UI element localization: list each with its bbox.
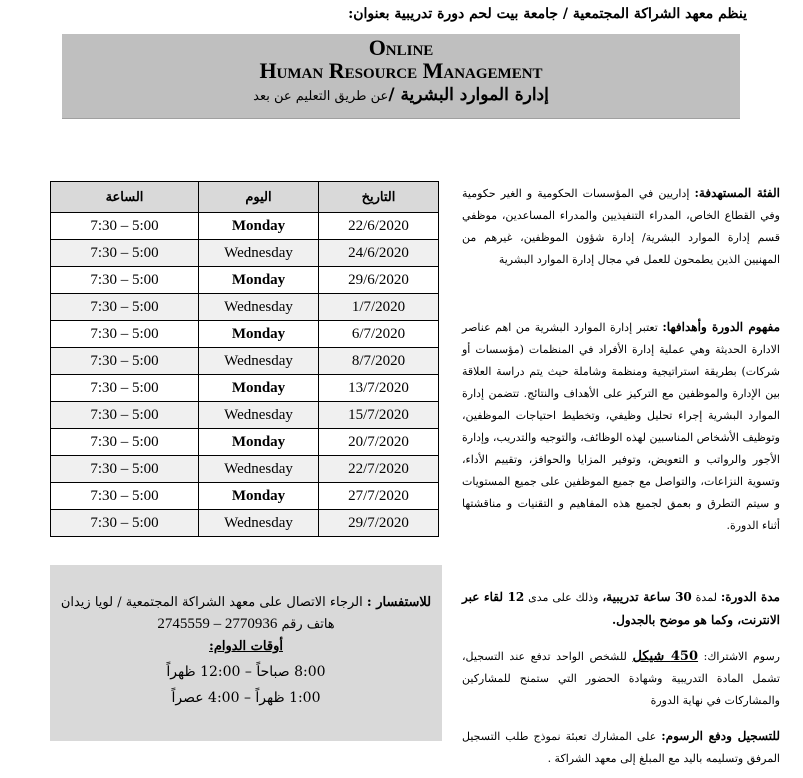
schedule-row	[51, 375, 439, 402]
duration-section	[462, 586, 780, 632]
schedule-row	[51, 294, 439, 321]
fee-amount: 450 شيكل	[632, 649, 699, 664]
date-cell: 24/6/2020	[319, 240, 439, 267]
day-cell: Wednesday	[199, 240, 319, 267]
target-text: إداريين في المؤسسات الحكومية و الغير حكومية وفي القطاع الخاص، المدراء التنفيذيين والمدراء المساعدين، موظفي قسم إدارة الموارد البشرية/ إدارة شؤون الموظفين، غيرهم من المهنيين الذين يطمحون للعمل في مجال إدارة الموارد البشرية	[462, 187, 780, 266]
day-cell: Monday	[199, 213, 319, 240]
duration-text-1: لمدة	[695, 591, 717, 604]
time-cell: 7:30 – 5:00	[51, 402, 199, 429]
title-ar-sub: عن طريق التعليم عن بعد	[253, 89, 389, 104]
office-hours-afternoon: 1:00 ظهراً – 4:00 عصراً	[171, 690, 321, 706]
day-cell: Monday	[199, 375, 319, 402]
phone-label: هاتف رقم	[281, 617, 335, 632]
day-cell: Wednesday	[199, 348, 319, 375]
date-cell: 13/7/2020	[319, 375, 439, 402]
schedule-row	[51, 510, 439, 537]
office-hours-title: أوقات الدوام:	[209, 639, 283, 654]
duration-text-2: وذلك على مدى	[528, 591, 599, 604]
schedule-row	[51, 213, 439, 240]
date-cell: 29/7/2020	[319, 510, 439, 537]
time-cell: 7:30 – 5:00	[51, 240, 199, 267]
phone-number: 2770936 – 2745559	[157, 616, 278, 632]
fee-section	[462, 646, 780, 712]
office-hours-morning: 8:00 صباحاً – 12:00 ظهراً	[166, 664, 326, 680]
schedule-row	[51, 429, 439, 456]
time-cell: 7:30 – 5:00	[51, 213, 199, 240]
date-cell: 22/6/2020	[319, 213, 439, 240]
duration-label: مدة الدورة:	[720, 590, 780, 604]
date-cell: 15/7/2020	[319, 402, 439, 429]
day-cell: Wednesday	[199, 510, 319, 537]
date-cell: 1/7/2020	[319, 294, 439, 321]
time-cell: 7:30 – 5:00	[51, 267, 199, 294]
registration-section	[462, 725, 780, 770]
contact-label: للاستفسار :	[366, 595, 432, 610]
title-ar-main: إدارة الموارد البشرية /	[388, 85, 549, 105]
target-audience-section	[462, 182, 780, 271]
register-label: للتسجيل ودفع الرسوم:	[661, 729, 780, 743]
contact-text: الرجاء الاتصال على معهد الشراكة المجتمعية / لويا زيدان	[60, 595, 363, 610]
time-cell: 7:30 – 5:00	[51, 321, 199, 348]
time-cell: 7:30 – 5:00	[51, 348, 199, 375]
intro-line: ينظم معهد الشراكة المجتمعية / جامعة بيت لحم دورة تدريبية بعنوان:	[348, 6, 747, 22]
schedule-table	[50, 181, 439, 537]
day-cell: Wednesday	[199, 402, 319, 429]
concept-label: مفهوم الدورة وأهدافها:	[662, 320, 781, 334]
day-cell: Monday	[199, 483, 319, 510]
time-cell: 7:30 – 5:00	[51, 429, 199, 456]
title-ar	[62, 85, 740, 105]
date-cell: 8/7/2020	[319, 348, 439, 375]
register-text: على المشارك تعبئة نموذج طلب التسجيل المرفق وتسليمه باليد مع المبلغ إلى معهد الشراكة .	[462, 730, 780, 765]
header-date: التاريخ	[319, 182, 439, 213]
course-concept-section	[462, 316, 780, 537]
schedule-row	[51, 267, 439, 294]
day-cell: Monday	[199, 321, 319, 348]
phone-line	[50, 616, 442, 633]
concept-text: تعتبر إدارة الموارد البشرية من اهم عناصر الادارة الحديثة وهي عملية إدارة الأفراد في المنظمات (مؤسسات أو شركات) بطريقة استراتيجية ومنظمة وشاملة حيث يتم دراسة العلاقة بين الإدارة والموظفين مع التركيز على الأهداف والنتائج. تتضمن إدارة الموارد البشرية إجراء تحليل وظيفي، وتخطيط احتياجات الموظفين، وتوظيف الأشخاص المناسبين لهذه الوظائف، والتوجيه والتدريب، وإدارة الأجور والرواتب و التعويض، وتوفير المزايا والحوافز، وتقييم الأداء، وتسوية النزاعات، والتواصل مع جميع الموظفين على جميع المستويات و سيتم التطرق و بعمق لجميع هذه المفاهيم و التقنيات و مناقشتها أثناء الدورة.	[462, 321, 780, 532]
fee-text: للشخص الواحد تدفع عند التسجيل، تشمل المادة التدريبية وشهادة الحضور التي ستمنح للمشاركين والمشاركات في نهاية الدورة	[462, 650, 780, 707]
schedule-header-row	[51, 182, 439, 213]
date-cell: 20/7/2020	[319, 429, 439, 456]
schedule-row	[51, 321, 439, 348]
time-cell: 7:30 – 5:00	[51, 375, 199, 402]
fee-label: رسوم الاشتراك:	[703, 650, 780, 663]
date-cell: 29/6/2020	[319, 267, 439, 294]
time-cell: 7:30 – 5:00	[51, 294, 199, 321]
schedule-row	[51, 483, 439, 510]
time-cell: 7:30 – 5:00	[51, 510, 199, 537]
contact-line	[50, 595, 442, 610]
header-time: الساعة	[51, 182, 199, 213]
time-cell: 7:30 – 5:00	[51, 483, 199, 510]
day-cell: Wednesday	[199, 294, 319, 321]
target-label: الفئة المستهدفة:	[694, 186, 780, 200]
header-day: اليوم	[199, 182, 319, 213]
date-cell: 27/7/2020	[319, 483, 439, 510]
contact-box	[50, 565, 442, 741]
schedule-row	[51, 240, 439, 267]
date-cell: 22/7/2020	[319, 456, 439, 483]
day-cell: Wednesday	[199, 456, 319, 483]
day-cell: Monday	[199, 267, 319, 294]
date-cell: 6/7/2020	[319, 321, 439, 348]
schedule-row	[51, 456, 439, 483]
duration-sessions: 12 لقاء عبر الانترنت، وكما هو موضح بالجدول.	[462, 590, 780, 627]
title-banner	[62, 34, 740, 119]
title-en-line-2: Human Resource Management	[259, 58, 543, 83]
duration-hours: 30 ساعة تدريبية،	[602, 590, 692, 604]
title-en-line-1: Online	[368, 35, 434, 60]
day-cell: Monday	[199, 429, 319, 456]
schedule-row	[51, 402, 439, 429]
schedule-row	[51, 348, 439, 375]
time-cell: 7:30 – 5:00	[51, 456, 199, 483]
